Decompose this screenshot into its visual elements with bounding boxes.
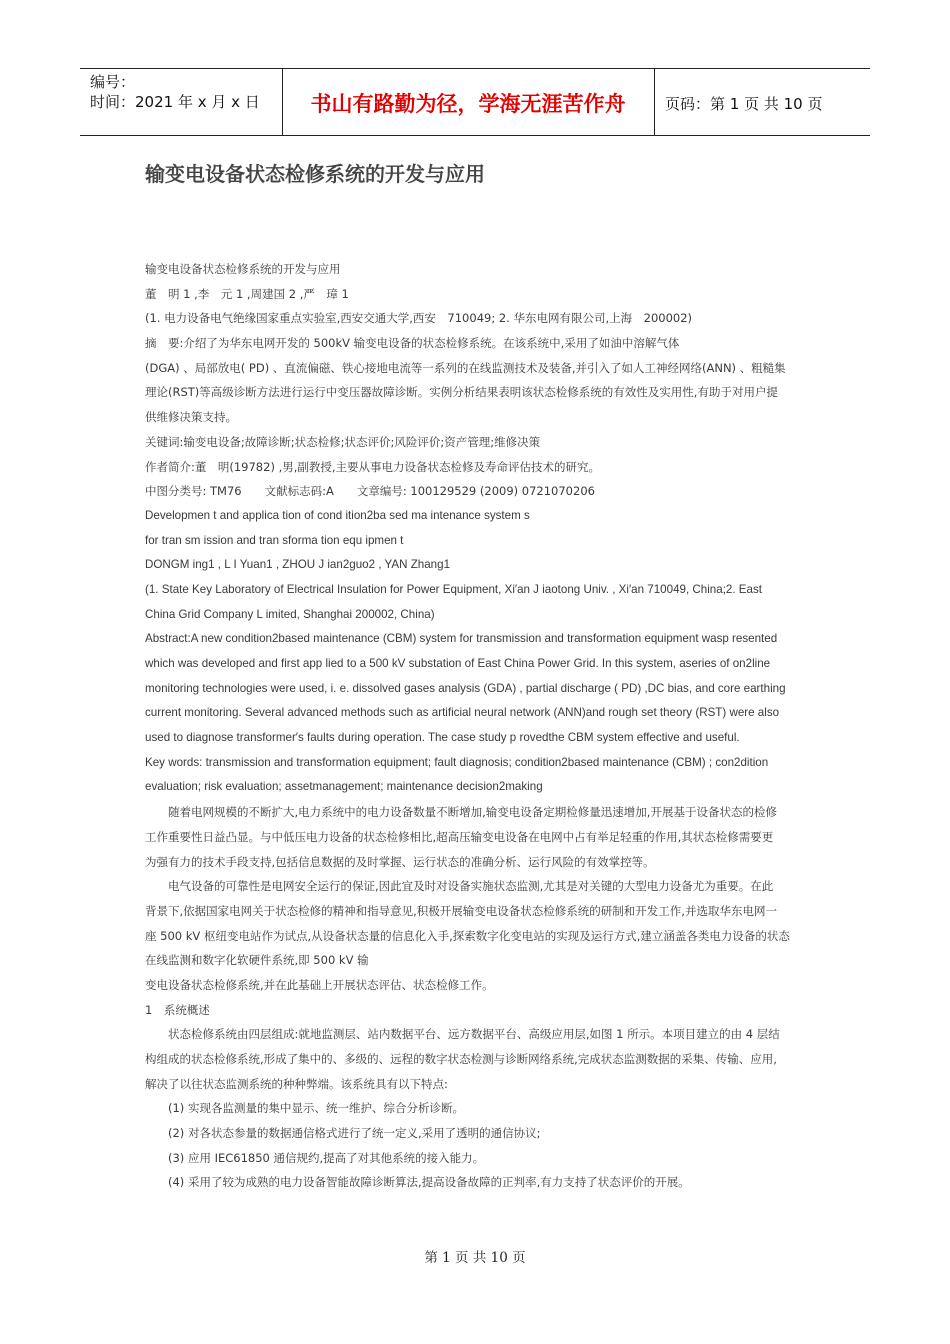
abstract-line: 供维修决策支持。	[145, 410, 237, 425]
english-affiliation-line: China Grid Company L imited, Shanghai 200002, China)	[145, 607, 435, 621]
time-label: 时间：2021 年 x 月 x 日	[90, 93, 260, 111]
paragraph-line: 背景下,依据国家电网关于状态检修的精神和指导意见,积极开展输变电设备状态检修系统的研制和开发工作,并选取华东电网一	[145, 903, 777, 918]
paragraph-line: 为强有力的技术手段支持,包括信息数据的及时掌握、运行状态的准确分析、运行风险的有效掌控等。	[145, 854, 655, 869]
list-item: (2) 对各状态参量的数据通信格式进行了统一定义,采用了透明的通信协议;	[168, 1126, 541, 1141]
paragraph-line: 随着电网规模的不断扩大,电力系统中的电力设备数量不断增加,输变电设备定期检修量迅速增加,开展基于设备状态的检修	[168, 805, 777, 820]
paragraph-line: 构组成的状态检修系统,形成了集中的、多级的、远程的数字状态检测与诊断网络系统,完成状态监测数据的采集、传输、应用,	[145, 1052, 777, 1066]
serial-label: 编号：	[90, 73, 136, 91]
english-title-line: Developmen t and applica tion of cond ition2ba sed ma intenance system s	[145, 508, 530, 522]
list-item: (3) 应用 IEC61850 通信规约,提高了对其他系统的接入能力。	[168, 1150, 485, 1165]
english-authors-line: DONGM ing1 , L I Yuan1 , ZHOU J ian2guo2 , YAN Zhang1	[145, 558, 451, 572]
english-abstract-line: current monitoring. Several advanced methods such as artificial neural network (ANN)and rough set theory (RST) were also	[145, 706, 780, 720]
list-item: (4) 采用了较为成熟的电力设备智能故障诊断算法,提高设备故障的正判率,有力支持了状态评价的开展。	[168, 1175, 690, 1190]
paragraph-line: 解决了以往状态监测系统的种种弊端。该系统具有以下特点:	[145, 1076, 448, 1091]
paragraph-line: 状态检修系统由四层组成:就地监测层、站内数据平台、远方数据平台、高级应用层,如图 1 所示。本项目建立的由 4 层结	[168, 1027, 780, 1042]
english-keywords-line: evaluation; risk evaluation; assetmanagement; maintenance decision2making	[145, 780, 543, 794]
affiliation-line: (1. 电力设备电气绝缘国家重点实验室,西安交通大学,西安 710049; 2. 华东电网有限公司,上海 200002)	[145, 311, 693, 326]
paragraph-line: 工作重要性日益凸显。与中低压电力设备的状态检修相比,超高压输变电设备在电网中占有举足轻重的作用,其状态检修需要更	[145, 829, 774, 844]
page-footer: 第 1 页 共 10 页	[424, 1250, 526, 1266]
header-page-info: 页码：第 1 页 共 10 页	[665, 95, 823, 113]
keywords-line: 关键词:输变电设备;故障诊断;状态检修;状态评价;风险评价;资产管理;维修决策	[145, 434, 541, 449]
document-title: 输变电设备状态检修系统的开发与应用	[145, 162, 485, 186]
header-divider-right	[654, 69, 655, 135]
abstract-line: 摘 要:介绍了为华东电网开发的 500kV 输变电设备的状态检修系统。在该系统中,采用了如油中溶解气体	[145, 336, 680, 351]
authors-line: 董 明 1 ,李 元 1 ,周建国 2 ,严 璋 1	[145, 286, 349, 301]
document-body	[145, 259, 815, 1197]
header-motto: 书山有路勤为径，学海无涯苦作舟	[310, 92, 626, 116]
english-keywords-line: Key words: transmission and transformation equipment; fault diagnosis; condition2based maintenance (CBM) ; con2dition	[145, 755, 769, 769]
english-affiliation-line: (1. State Key Laboratory of Electrical Insulation for Power Equipment, Xi′an J iaotong Univ. , Xi′an 710049, China;2. East	[145, 582, 763, 596]
header-table	[80, 68, 870, 136]
paragraph-line: 电气设备的可靠性是电网安全运行的保证,因此宜及时对设备实施状态监测,尤其是对关键的大型电力设备尤为重要。在此	[168, 879, 774, 894]
section-heading: 1 系统概述	[145, 1002, 210, 1017]
author-bio-line: 作者简介:董 明(19782) ,男,副教授,主要从事电力设备状态检修及寿命评估技术的研究。	[145, 459, 601, 474]
english-abstract-line: Abstract:A new condition2based maintenance (CBM) system for transmission and transformation equipment wasp resented	[145, 632, 778, 646]
header-meta	[90, 72, 260, 112]
english-abstract-line: used to diagnose transformer′s faults during operation. The case study p rovedthe CBM system effective and useful.	[145, 731, 740, 745]
abstract-line: (DGA) 、局部放电( PD) 、直流偏磁、铁心接地电流等一系列的在线监测技术及装备,并引入了如人工神经网络(ANN) 、粗糙集	[145, 360, 786, 375]
paragraph-line: 在线监测和数字化软硬件系统,即 500 kV 输	[145, 953, 369, 968]
paragraph-line: 变电设备状态检修系统,并在此基础上开展状态评估、状态检修工作。	[145, 977, 494, 992]
abstract-line: 理论(RST)等高级诊断方法进行运行中变压器故障诊断。实例分析结果表明该状态检修系统的有效性及实用性,有助于对用户提	[145, 385, 778, 400]
english-title-line: for tran sm ission and tran sforma tion equ ipmen t	[145, 533, 404, 547]
english-abstract-line: which was developed and first app lied to a 500 kV substation of East China Power Grid. In this system, aseries of on2line	[145, 657, 771, 670]
subtitle-line: 输变电设备状态检修系统的开发与应用	[145, 262, 341, 276]
classification-line: 中图分类号: TM76 文献标志码:A 文章编号: 100129529 (2009) 0721070206	[145, 484, 595, 499]
list-item: (1) 实现各监测量的集中显示、统一维护、综合分析诊断。	[168, 1101, 464, 1116]
paragraph-line: 座 500 kV 枢纽变电站作为试点,从设备状态量的信息化入手,探索数字化变电站的实现及运行方式,建立涵盖各类电力设备的状态	[145, 928, 790, 943]
english-abstract-line: monitoring technologies were used, i. e. dissolved gases analysis (GDA) , partial discharge ( PD) ,DC bias, and core earthing	[145, 681, 786, 695]
